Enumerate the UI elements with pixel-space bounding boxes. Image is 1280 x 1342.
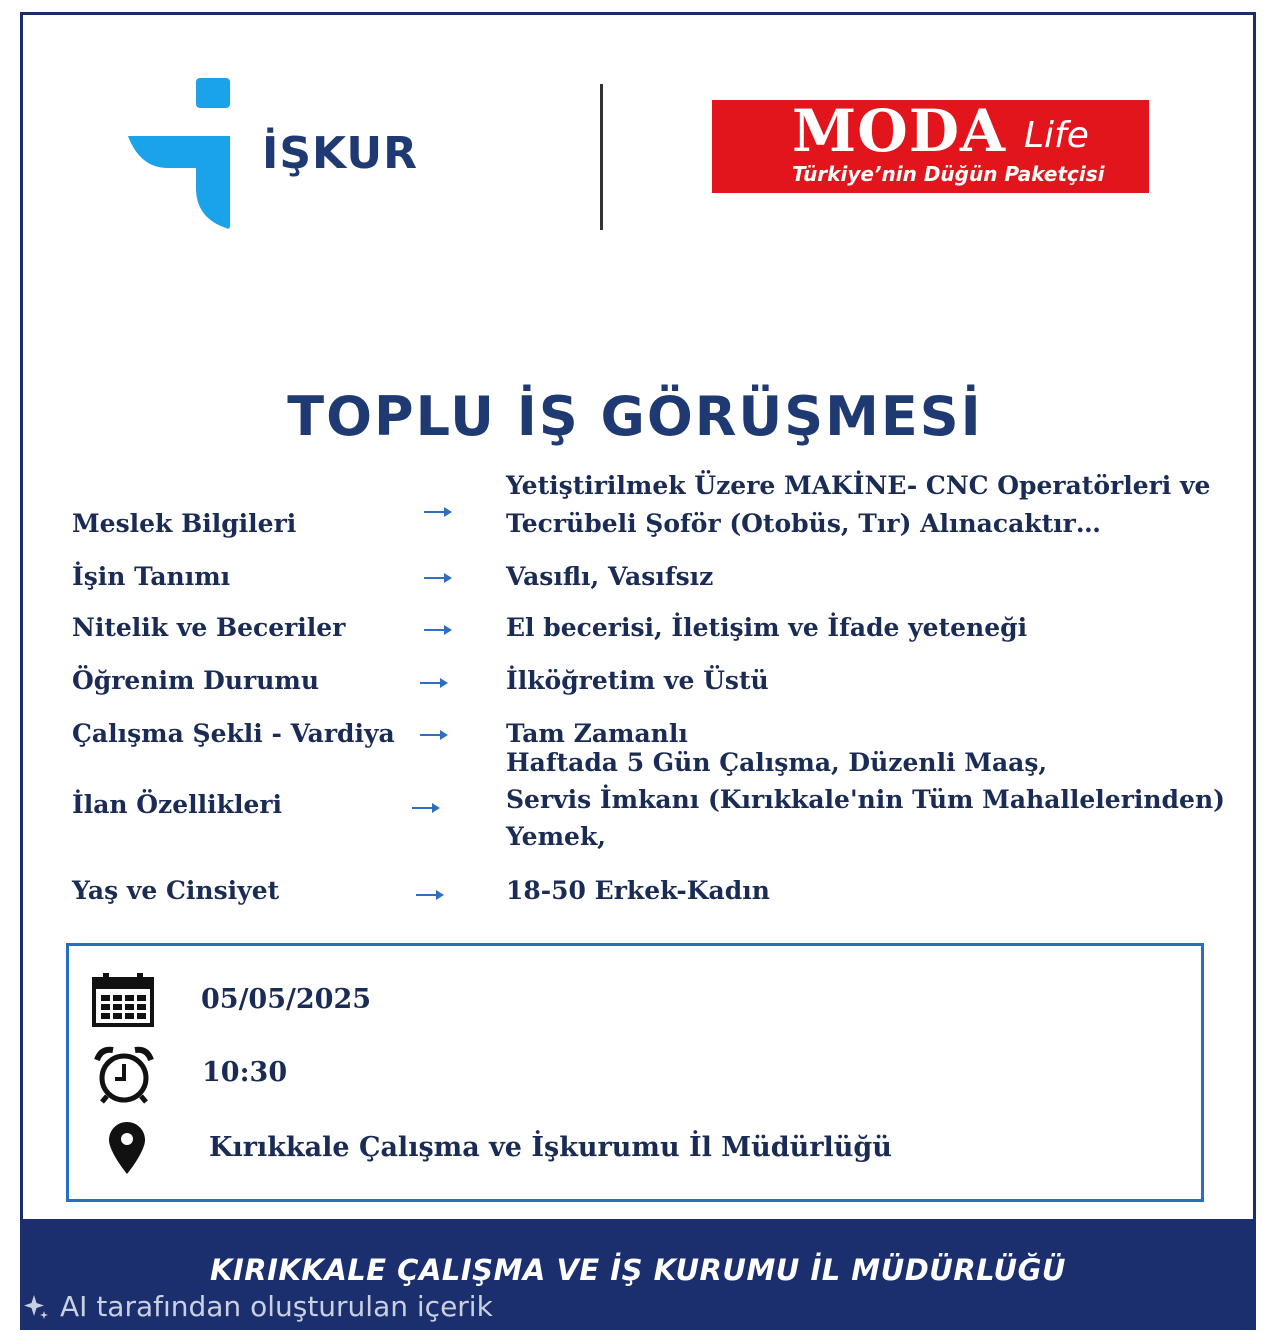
event-time: 10:30	[202, 1057, 288, 1088]
row-label-nitelik: Nitelik ve Beceriler	[72, 613, 346, 642]
moda-brand-text: MODA	[792, 97, 1007, 165]
row-label-yas-cinsiyet: Yaş ve Cinsiyet	[72, 876, 280, 905]
ai-badge-text: AI tarafından oluşturulan içerik	[60, 1290, 493, 1323]
sparkle-icon	[22, 1293, 50, 1321]
row-value-ilan-line3: Yemek,	[506, 822, 606, 851]
row-label-ogrenim: Öğrenim Durumu	[72, 666, 319, 695]
iskur-logo-text: İŞKUR	[262, 128, 418, 179]
arrow-right-icon	[420, 729, 448, 741]
row-value-calisma-sekli: Tam Zamanlı	[506, 719, 688, 748]
page-title: TOPLU İŞ GÖRÜŞMESİ	[287, 385, 983, 448]
row-label-ilan-ozellikleri: İlan Özellikleri	[72, 790, 283, 819]
row-label-meslek: Meslek Bilgileri	[72, 509, 297, 538]
row-label-isin-tanimi: İşin Tanımı	[72, 562, 231, 591]
row-value-yas-cinsiyet: 18-50 Erkek-Kadın	[506, 876, 770, 905]
event-date: 05/05/2025	[201, 984, 372, 1015]
row-value-ogrenim: İlköğretim ve Üstü	[506, 666, 769, 695]
arrow-right-icon	[416, 889, 444, 901]
row-value-ilan-line1: Haftada 5 Gün Çalışma, Düzenli Maaş,	[506, 748, 1048, 777]
alarm-clock-icon	[93, 1046, 155, 1104]
ai-generated-badge	[22, 1290, 493, 1323]
arrow-right-icon	[420, 677, 448, 689]
moda-tagline: Türkiye’nin Düğün Paketçisi	[792, 162, 1105, 186]
event-details-box	[66, 943, 1204, 1202]
moda-life-logo	[712, 97, 1149, 193]
logo-divider	[600, 84, 603, 230]
location-pin-icon	[109, 1122, 145, 1174]
row-value-meslek-line1: Yetiştirilmek Üzere MAKİNE- CNC Operatörleri ve	[506, 471, 1211, 500]
row-value-isin-tanimi: Vasıflı, Vasıfsız	[506, 562, 714, 591]
footer-title: KIRIKKALE ÇALIŞMA VE İŞ KURUMU İL MÜDÜRLÜĞÜ	[210, 1253, 1066, 1287]
calendar-icon	[91, 971, 155, 1027]
arrow-right-icon	[424, 572, 452, 584]
row-value-meslek-line2: Tecrübeli Şoför (Otobüs, Tır) Alınacaktır…	[506, 509, 1101, 538]
row-label-calisma-sekli: Çalışma Şekli - Vardiya	[72, 719, 395, 748]
row-value-nitelik: El becerisi, İletişim ve İfade yeteneği	[506, 613, 1028, 642]
arrow-right-icon	[424, 506, 452, 518]
moda-brand-suffix: Life	[1024, 115, 1089, 156]
row-value-ilan-line2: Servis İmkanı (Kırıkkale'nin Tüm Mahallelerinden)	[506, 785, 1225, 814]
event-location: Kırıkkale Çalışma ve İşkurumu İl Müdürlüğü	[209, 1132, 892, 1163]
arrow-right-icon	[424, 624, 452, 636]
arrow-right-icon	[412, 802, 440, 814]
